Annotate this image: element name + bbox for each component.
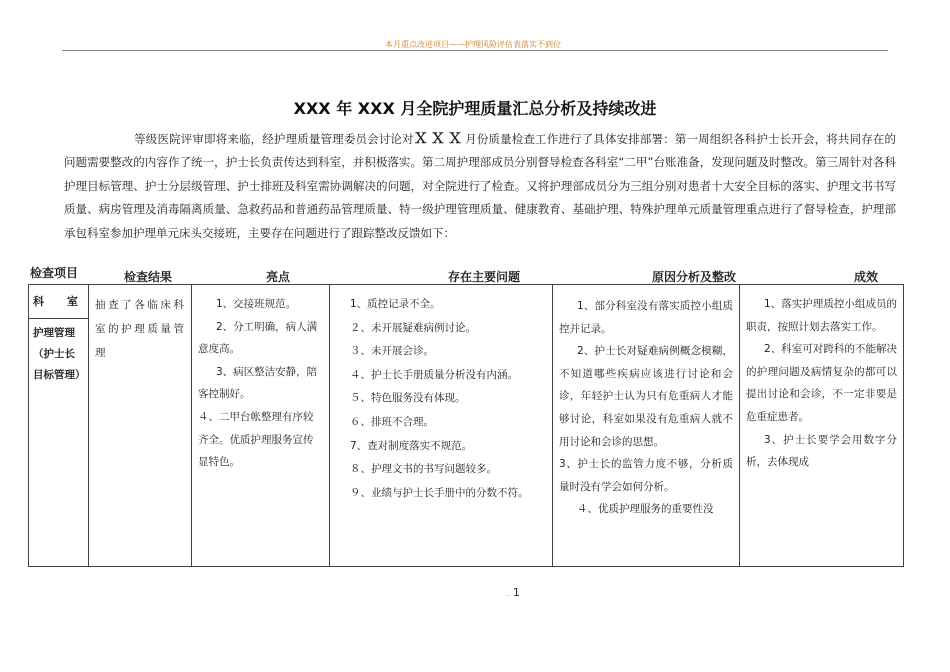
- table-row: [29, 285, 904, 567]
- list-item: 3、护士长要学会用数字分析，去体现成: [746, 433, 897, 469]
- list-item: 7、查对制度落实不规范。: [350, 439, 473, 452]
- list-item: ４、护士长手册质量分析没有内涵。: [350, 368, 518, 381]
- list-item: ４、优质护理服务的重要性没: [577, 503, 714, 516]
- list-item: 1、落实护理质控小组成员的职责，按照计划去落实工作。: [746, 298, 897, 333]
- list-item: 3、护士长的监管力度不够，分析质量时没有学会如何分析。: [559, 458, 733, 493]
- quality-table: [28, 284, 904, 567]
- list-item: ８、护理文书的书写问题较多。: [350, 463, 497, 476]
- list-item: ５、特色服务没有体现。: [350, 392, 466, 405]
- highlights-list: [192, 285, 329, 474]
- list-item: 2、护士长对疑难病例概念模糊，不知道哪些疾病应该进行讨论和会诊，年轻护士认为只有危重病人才能够讨论，科室如果没有危重病人就不用讨论和会诊的思想。: [559, 345, 733, 448]
- header-check-item: 检查项目: [30, 266, 79, 280]
- page-number: [507, 586, 520, 599]
- cell-effects: [740, 285, 904, 567]
- list-item: ３、未开展会诊。: [350, 345, 434, 358]
- list-item: ９、业绩与护士长手册中的分数不符。: [350, 486, 529, 499]
- list-item: ２、未开展疑难病例讨论。: [350, 321, 476, 334]
- cell-check-result: [89, 285, 192, 567]
- header-effects: 成效: [854, 270, 879, 284]
- running-header: 本月重点改进项目——护理风险评估表落实不到位: [385, 40, 561, 49]
- intro-part1: 等级医院评审即将来临，经护理质量管理委员会讨论对: [134, 132, 414, 146]
- check-item-top: 科 室: [33, 295, 84, 308]
- list-item: 2、科室可对跨科的不能解决的护理问题及病情复杂的都可以提出讨论和会诊，不一定非要是危重症患者。: [746, 343, 897, 423]
- check-result-text: 抽查了各临床科室的护理质量管理: [95, 299, 185, 359]
- page-number-value: 1: [512, 586, 520, 599]
- intro-mark: ＸＸＸ: [413, 131, 466, 147]
- list-item: ６、排班不合理。: [350, 415, 434, 428]
- list-item: 2、分工明确，病人满意度高。: [198, 320, 318, 356]
- header-rule: [62, 50, 888, 51]
- intro-part2: 月份质量检查工作进行了具体安排部署：第一周组织各科护士长开会，将共同存在的问题需要整改的内容作了统一，护士长负责传达到科室，并积极落实。第二周护理部成员分别督导检查各科室“二甲”台账准备，发现问题及时整改。第三周针对各科护理目标管理、护士分层级管理、护士排班及科室需协调解决的问题，对全院进行了检查。又将护理部成员分为三组分别对患者十大安全目标的落实、护理文书书写质量、病房管理及消毒隔离质量、急救药品和普通药品管理质量、特一级护理管理质量、健康教育、基础护理、特殊护理单元质量管理重点进行了督导检查，护理部承包科室参加护理单元床头交接班，主要存在问题进行了跟踪整改反馈如下：: [64, 132, 897, 240]
- document-title: XXX 年 XXX 月全院护理质量汇总分析及持续改进: [293, 99, 657, 118]
- header-causes: 原因分析及整改: [652, 270, 737, 284]
- cell-causes: [553, 285, 740, 567]
- list-item: 1、部分科室没有落实质控小组质控并记录。: [559, 300, 733, 335]
- check-item-bottom: 护理管理（护士长目标管理）: [29, 318, 88, 386]
- cell-problems: [330, 285, 553, 567]
- effects-list: [740, 285, 903, 474]
- cell-highlights: [192, 285, 330, 567]
- list-item: ４、二甲台帐整理有序较齐全。优质护理服务宣传显特色。: [198, 410, 314, 469]
- problems-list: [330, 285, 552, 505]
- intro-paragraph: [64, 128, 896, 245]
- list-item: 1、质控记录不全。: [350, 298, 441, 310]
- page-dot: .: [507, 591, 509, 598]
- header-problems: 存在主要问题: [448, 270, 521, 284]
- cell-check-item: [29, 285, 89, 567]
- header-check-result: 检查结果: [124, 270, 173, 284]
- causes-list: [553, 285, 739, 521]
- list-item: 1、交接班规范。: [216, 298, 297, 310]
- list-item: 3、病区整洁安静，陪客控制好。: [198, 365, 318, 401]
- header-highlights: 亮点: [266, 270, 291, 284]
